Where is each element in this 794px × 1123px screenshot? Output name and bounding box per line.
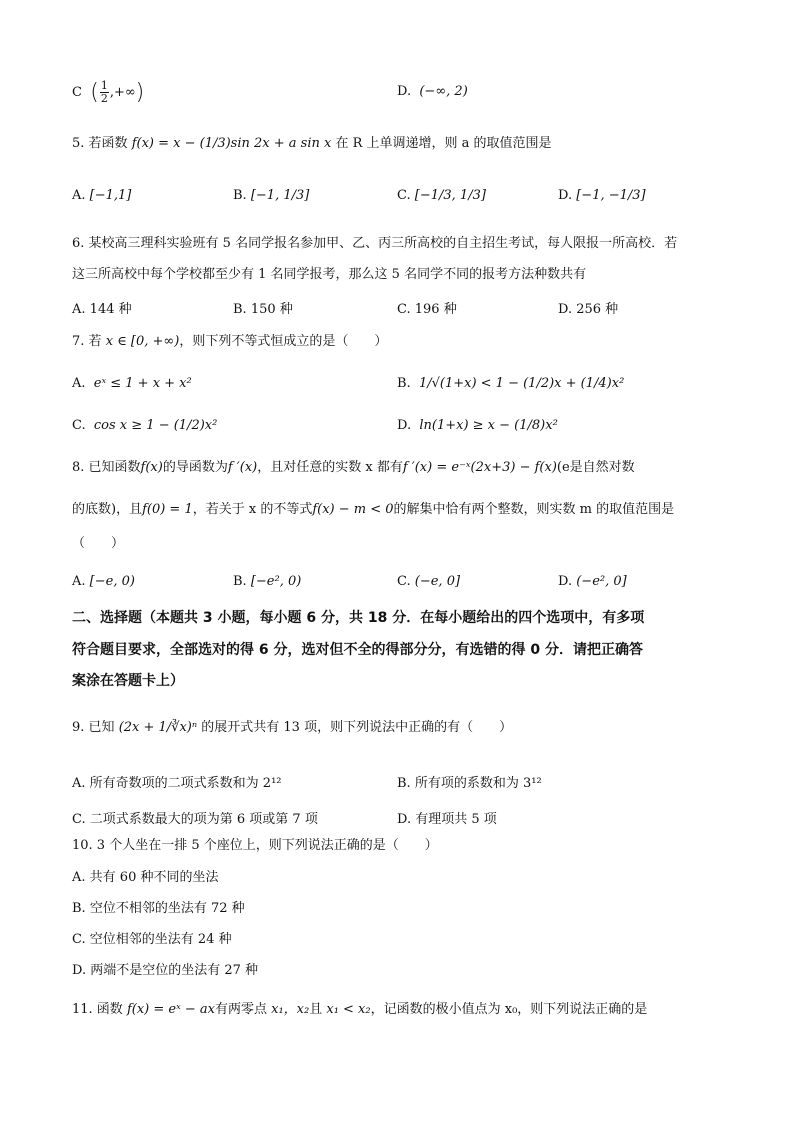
q6-option-a: A. 144 种 (72, 302, 132, 317)
q10-option-a: A. 共有 60 种不同的坐法 (72, 870, 219, 885)
q8-option-a: A. [−e, 0) (72, 574, 135, 589)
q5-option-b: B. [−1, 1/3] (233, 188, 310, 203)
q11-stem: 11. 函数 f(x) = eˣ − ax有两零点 x₁，x₂且 x₁ < x₂，记函数的极小值点为 x₀，则下列说法正确的是 (72, 1002, 648, 1017)
q6-option-b: B. 150 种 (233, 302, 293, 317)
q9-option-a: A. 所有奇数项的二项式系数和为 2¹² (72, 776, 282, 791)
q7-option-c: C. cos x ≥ 1 − (1/2)x² (72, 418, 218, 433)
q8-stem-line1: 8. 已知函数f(x)的导函数为f ′(x)，且对任意的实数 x 都有f ′(x) = e⁻ˣ(2x+3) − f(x)(e是自然对数 (72, 460, 635, 475)
q8-option-d: D. (−e², 0] (558, 574, 627, 589)
q9-binomial-expression: (2x + 1/∛x)ⁿ (118, 720, 198, 735)
section2-heading-line3: 案涂在答题卡上） (72, 673, 184, 689)
q5-option-c: C. [−1/3, 1/3] (397, 188, 486, 203)
q9-option-b: B. 所有项的系数和为 3¹² (397, 776, 542, 791)
q7-option-b: B. 1/√(1+x) < 1 − (1/2)x + (1/4)x² (397, 376, 625, 391)
q5-stem: 5. 若函数 f(x) = x − (1/3)sin 2x + a sin x 在 R 上单调递增，则 a 的取值范围是 (72, 136, 552, 151)
q5-option-a: A. [−1,1] (72, 188, 132, 203)
q9-option-d: D. 有理项共 5 项 (397, 812, 497, 827)
q6-stem-line1: 6. 某校高三理科实验班有 5 名同学报名参加甲、乙、丙三所高校的自主招生考试，每人限报一所高校．若 (72, 236, 678, 251)
q8-option-b: B. [−e², 0) (233, 574, 302, 589)
q10-option-c: C. 空位相邻的坐法有 24 种 (72, 932, 232, 947)
q7-option-a: A. eˣ ≤ 1 + x + x² (72, 376, 192, 391)
q7-option-d: D. ln(1+x) ≥ x − (1/8)x² (397, 418, 558, 433)
q10-stem: 10. 3 个人坐在一排 5 个座位上，则下列说法正确的是（ ） (72, 838, 438, 853)
section2-heading-line2: 符合题目要求，全部选对的得 6 分，选对但不全的得部分分，有选错的得 0 分．请把正确答 (72, 642, 643, 658)
q8-stem-line2: 的底数)，且f(0) = 1，若关于 x 的不等式f(x) − m < 0的解集中恰有两个整数，则实数 m 的取值范围是 (72, 502, 675, 517)
q4-option-d: D. (−∞, 2) (397, 84, 468, 99)
q10-option-b: B. 空位不相邻的坐法有 72 种 (72, 901, 245, 916)
q9-option-c: C. 二项式系数最大的项为第 6 项或第 7 项 (72, 812, 318, 827)
q5-function: f(x) = x − (1/3)sin 2x + a sin x (131, 136, 332, 151)
q7-stem: 7. 若 x ∈ [0, +∞)，则下列不等式恒成立的是（ ） (72, 334, 388, 349)
q6-option-d: D. 256 种 (558, 302, 619, 317)
q6-option-c: C. 196 种 (397, 302, 457, 317)
q8-option-c: C. (−e, 0] (397, 574, 461, 589)
q6-stem-line2: 这三所高校中每个学校都至少有 1 名同学报考，那么这 5 名同学不同的报考方法种数共有 (72, 267, 587, 282)
q4-option-c: C ( $\frac{1}{2}$ ,+∞) (72, 79, 145, 106)
q8-stem-line3: （ ） (72, 536, 125, 551)
q9-stem: 9. 已知 (2x + 1/∛x)ⁿ 的展开式共有 13 项，则下列说法中正确的有（ ） (72, 720, 513, 735)
q5-option-d: D. [−1, −1/3] (558, 188, 646, 203)
section2-heading-line1: 二、选择题（本题共 3 小题，每小题 6 分，共 18 分．在每小题给出的四个选项中，有多项 (72, 610, 645, 626)
q10-option-d: D. 两端不是空位的坐法有 27 种 (72, 963, 259, 978)
